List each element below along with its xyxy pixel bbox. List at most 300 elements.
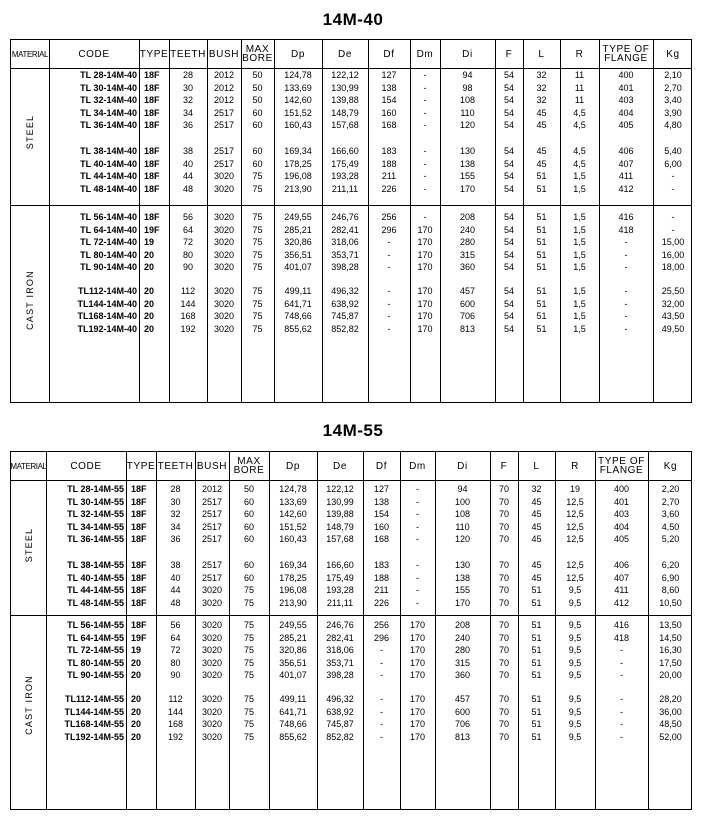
table-cell: 10,50 xyxy=(659,597,682,608)
table-cell: - xyxy=(380,670,383,680)
pulley-table xyxy=(10,39,692,403)
table-cell: 51 xyxy=(531,632,542,643)
table-cell: 404 xyxy=(618,107,634,118)
product-code: TL 48-14M-40 xyxy=(80,183,137,194)
product-code: TL192-14M-40 xyxy=(77,323,137,334)
table-cell: 151,52 xyxy=(279,521,307,532)
table-cell: - xyxy=(671,183,675,194)
table-cell: 11 xyxy=(574,82,585,93)
table-cell: 496,32 xyxy=(326,694,354,704)
table-cell: 457 xyxy=(459,286,476,296)
table-cell: 36,00 xyxy=(659,706,682,717)
table-cell: 9,5 xyxy=(568,694,582,704)
table-cell: 170 xyxy=(409,706,426,717)
table-cell: 315 xyxy=(459,249,476,260)
table-cell: 3020 xyxy=(201,731,223,742)
table-cell: 4,80 xyxy=(664,120,682,130)
table-cell: 12,5 xyxy=(566,560,584,570)
table-cell: 20 xyxy=(131,694,142,704)
table-cell: 127 xyxy=(381,70,397,80)
table-cell: 52,00 xyxy=(659,731,682,742)
table-cell: 70 xyxy=(498,645,509,655)
table-cell: 320,86 xyxy=(284,237,312,247)
table-cell: 249,55 xyxy=(284,212,312,222)
table-cell: 2012 xyxy=(201,484,223,494)
table-cell: 45 xyxy=(531,521,542,532)
table-cell: - xyxy=(620,706,623,717)
table-cell: - xyxy=(624,298,628,309)
table-cell: 20 xyxy=(144,249,155,260)
table-cell: - xyxy=(380,657,383,668)
table-cell: 54 xyxy=(503,158,514,169)
table-cell: 45 xyxy=(531,572,542,583)
table-cell: 54 xyxy=(503,212,514,222)
table-cell: 75 xyxy=(252,286,263,296)
table-cell: - xyxy=(620,657,623,668)
table-cell: 401,07 xyxy=(284,262,312,272)
table-cell: 2517 xyxy=(201,534,223,544)
table-cell: 192 xyxy=(167,731,184,742)
table-cell: 5,40 xyxy=(664,146,682,156)
table-cell: - xyxy=(423,107,427,118)
table-cell: 3020 xyxy=(201,719,223,729)
product-code: TL 36-14M-55 xyxy=(67,534,124,544)
table-cell: 60 xyxy=(243,572,254,583)
table-cell: 196,08 xyxy=(279,585,307,595)
table-cell: 282,41 xyxy=(331,224,359,235)
table-cell: 9,5 xyxy=(568,645,582,655)
table-cell: 2517 xyxy=(213,146,235,156)
table-cell: 353,71 xyxy=(326,657,354,668)
table-cell: 130,99 xyxy=(326,496,354,507)
table-cell: 168 xyxy=(381,120,397,130)
table-cell: 70 xyxy=(498,521,509,532)
table-cell: 130,99 xyxy=(331,82,359,93)
table-cell: 280 xyxy=(454,645,471,655)
material-divider xyxy=(11,615,691,616)
table-cell: 60 xyxy=(252,158,263,169)
table-cell: 51 xyxy=(531,706,542,717)
table-cell: - xyxy=(423,120,427,130)
table-cell: 2,70 xyxy=(664,82,682,93)
table-cell: 50 xyxy=(243,484,254,494)
table-cell: 90 xyxy=(182,262,193,272)
table-cell: 138 xyxy=(454,572,471,583)
table-cell: 600 xyxy=(454,706,471,717)
table-cell: 18F xyxy=(144,107,160,118)
table-cell: 94 xyxy=(457,484,468,494)
table-cell: 54 xyxy=(503,262,514,272)
column-header: De xyxy=(338,48,352,60)
table-cell: 170 xyxy=(409,731,426,742)
table-cell: 6,20 xyxy=(661,560,680,570)
table-cell: 60 xyxy=(252,120,263,130)
table-cell: 2517 xyxy=(213,120,235,130)
table-cell: 56 xyxy=(182,212,193,222)
table-cell: 18F xyxy=(131,484,147,494)
table-cell: 75 xyxy=(252,183,263,194)
table-cell: - xyxy=(416,572,419,583)
table-cell: 211,11 xyxy=(326,597,354,608)
table-cell: 70 xyxy=(498,657,509,668)
table-cell: 813 xyxy=(459,323,476,334)
table-cell: - xyxy=(624,237,628,247)
table-cell: 407 xyxy=(618,158,634,169)
table-cell: - xyxy=(624,262,628,272)
table-cell: 127 xyxy=(373,484,390,494)
table-cell: - xyxy=(423,146,427,156)
table-cell: 72 xyxy=(170,645,181,655)
table-cell: 9,5 xyxy=(568,585,582,595)
product-code: TL 36-14M-40 xyxy=(80,120,137,130)
table-cell: 45 xyxy=(536,158,547,169)
table-cell: 16,00 xyxy=(661,249,685,260)
product-code: TL 44-14M-40 xyxy=(80,171,137,181)
table-cell: 60 xyxy=(252,107,263,118)
table-cell: 499,11 xyxy=(279,694,307,704)
table-cell: - xyxy=(416,597,419,608)
product-code: TL 56-14M-55 xyxy=(67,620,124,630)
table-cell: 18F xyxy=(144,95,160,105)
table-cell: 75 xyxy=(243,657,254,668)
table-cell: 2,20 xyxy=(661,484,680,494)
table-cell: 2517 xyxy=(201,509,223,519)
table-cell: 139,88 xyxy=(326,509,354,519)
table-cell: 315 xyxy=(454,657,471,668)
table-cell: - xyxy=(620,731,623,742)
table-cell: 56 xyxy=(170,620,181,630)
table-cell: - xyxy=(380,706,383,717)
table-cell: 748,66 xyxy=(284,311,312,321)
table-cell: 2517 xyxy=(201,521,223,532)
table-cell: 3020 xyxy=(201,657,223,668)
table-cell: 48 xyxy=(182,183,193,194)
table-cell: 43,50 xyxy=(661,311,685,321)
table-cell: 75 xyxy=(243,632,254,643)
material-label: STEEL xyxy=(25,114,35,150)
table-cell: 2012 xyxy=(213,70,235,80)
table-cell: 282,41 xyxy=(326,632,354,643)
table-cell: 17,50 xyxy=(659,657,682,668)
table-cell: 75 xyxy=(252,224,263,235)
table-cell: 169,34 xyxy=(279,560,307,570)
table-cell: 18F xyxy=(144,70,160,80)
column-header: BUSH xyxy=(208,48,240,60)
table-cell: - xyxy=(620,670,623,680)
table-cell: 45 xyxy=(531,560,542,570)
table-cell: 318,06 xyxy=(331,237,359,247)
table-cell: 170 xyxy=(417,262,433,272)
table-cell: 54 xyxy=(503,146,514,156)
table-cell: 18F xyxy=(144,146,160,156)
table-cell: 50 xyxy=(252,70,263,80)
table-cell: 170 xyxy=(409,670,426,680)
table-cell: 155 xyxy=(454,585,471,595)
table-cell: 110 xyxy=(455,521,470,532)
table-cell: 208 xyxy=(459,212,476,222)
table-cell: 2517 xyxy=(201,572,223,583)
table-cell: 3,60 xyxy=(661,509,680,519)
table-cell: 75 xyxy=(252,249,263,260)
table-cell: 54 xyxy=(503,311,514,321)
table-cell: - xyxy=(387,298,391,309)
table-cell: 51 xyxy=(531,657,542,668)
table-cell: 3020 xyxy=(201,694,223,704)
column-header: Df xyxy=(383,48,395,60)
product-code: TL112-14M-40 xyxy=(77,286,137,296)
product-code: TL 72-14M-55 xyxy=(67,645,124,655)
table-cell: 4,5 xyxy=(573,120,586,130)
table-cell: 226 xyxy=(373,597,390,608)
table-cell: 600 xyxy=(459,298,476,309)
table-cell: 1,5 xyxy=(573,262,586,272)
table-cell: 2,70 xyxy=(661,496,680,507)
table-cell: 170 xyxy=(409,694,426,704)
column-divider xyxy=(139,40,140,402)
table-cell: 70 xyxy=(498,620,509,630)
table-cell: 170 xyxy=(417,298,433,309)
table-cell: 40 xyxy=(182,158,193,169)
table-cell: 112 xyxy=(168,694,183,704)
table-cell: 157,68 xyxy=(326,534,354,544)
table-cell: 54 xyxy=(503,298,514,309)
table-cell: 2517 xyxy=(201,560,223,570)
table-cell: 418 xyxy=(618,224,634,235)
table-cell: 75 xyxy=(243,597,254,608)
table-cell: 1,5 xyxy=(573,171,586,181)
product-code: TL 40-14M-55 xyxy=(67,572,124,583)
table-cell: 706 xyxy=(454,719,471,729)
table-cell: 72 xyxy=(182,237,193,247)
table-cell: 296 xyxy=(373,632,390,643)
table-cell: 80 xyxy=(182,249,193,260)
table-cell: 170 xyxy=(409,719,426,729)
table-cell: 48,50 xyxy=(659,719,682,729)
table-cell: 70 xyxy=(498,585,509,595)
column-header: TEETH xyxy=(157,460,194,472)
table-cell: 170 xyxy=(409,645,426,655)
table-cell: 51 xyxy=(531,731,542,742)
table-cell: 412 xyxy=(618,183,634,194)
product-code: TL144-14M-40 xyxy=(77,298,137,309)
table-cell: 3020 xyxy=(213,311,235,321)
table-cell: 70 xyxy=(498,496,509,507)
table-cell: 193,28 xyxy=(331,171,359,181)
table-cell: 12,5 xyxy=(566,509,584,519)
table-cell: 60 xyxy=(243,534,254,544)
table-cell: 45 xyxy=(536,120,547,130)
table-cell: 120 xyxy=(454,534,471,544)
table-cell: 142,60 xyxy=(279,509,307,519)
column-header: F xyxy=(505,48,513,60)
column-header: Di xyxy=(462,48,473,60)
column-header: MATERIAL xyxy=(10,461,47,471)
table-cell: 183 xyxy=(373,560,390,570)
section-title: 14M-40 xyxy=(322,10,384,29)
table-cell: 3020 xyxy=(213,298,235,309)
table-cell: - xyxy=(624,323,628,334)
column-header: Df xyxy=(375,460,388,472)
table-cell: 3,90 xyxy=(664,107,682,118)
table-cell: 170 xyxy=(417,311,433,321)
table-cell: 32 xyxy=(536,82,547,93)
table-cell: 75 xyxy=(252,262,263,272)
table-cell: 1,5 xyxy=(573,224,586,235)
table-cell: 193,28 xyxy=(326,585,354,595)
table-cell: 18F xyxy=(144,120,160,130)
table-cell: 196,08 xyxy=(284,171,312,181)
table-cell: - xyxy=(423,212,427,222)
table-cell: 51 xyxy=(536,212,547,222)
table-cell: 51 xyxy=(531,670,542,680)
table-cell: 32 xyxy=(170,509,181,519)
table-cell: - xyxy=(620,645,623,655)
table-cell: 70 xyxy=(498,572,509,583)
table-cell: 20 xyxy=(131,719,142,729)
table-cell: 1,5 xyxy=(573,183,586,194)
table-cell: 160 xyxy=(381,107,397,118)
table-cell: 3020 xyxy=(201,620,223,630)
table-cell: 356,51 xyxy=(279,657,307,668)
table-cell: 19F xyxy=(131,632,147,643)
table-cell: 211,11 xyxy=(331,183,359,194)
table-cell: 18F xyxy=(131,572,147,583)
table-cell: 148,79 xyxy=(326,521,354,532)
table-cell: 15,00 xyxy=(661,237,685,247)
table-cell: 70 xyxy=(498,509,509,519)
table-cell: 178,25 xyxy=(279,572,307,583)
table-cell: 18F xyxy=(131,560,147,570)
table-cell: 40 xyxy=(170,572,181,583)
table-cell: 138 xyxy=(381,82,397,93)
table-cell: 44 xyxy=(182,171,193,181)
table-cell: 211 xyxy=(374,585,389,595)
table-cell: 360 xyxy=(459,262,476,272)
table-cell: 28,20 xyxy=(659,694,682,704)
table-cell: 398,28 xyxy=(326,670,354,680)
table-cell: 130 xyxy=(459,146,476,156)
table-cell: 20 xyxy=(131,731,142,742)
table-cell: 9,5 xyxy=(568,670,582,680)
table-cell: 1,5 xyxy=(573,323,586,334)
table-cell: 3020 xyxy=(201,706,223,717)
table-cell: 175,49 xyxy=(326,572,354,583)
table-cell: 9,5 xyxy=(568,597,582,608)
product-code: TL144-14M-55 xyxy=(64,706,124,717)
table-cell: 18F xyxy=(144,171,160,181)
table-cell: 398,28 xyxy=(331,262,359,272)
table-cell: 18F xyxy=(131,534,147,544)
table-cell: 20 xyxy=(144,286,155,296)
table-cell: 51 xyxy=(536,224,547,235)
table-cell: 75 xyxy=(252,298,263,309)
table-cell: 75 xyxy=(252,323,263,334)
table-cell: 122,12 xyxy=(326,484,354,494)
product-code: TL 80-14M-55 xyxy=(67,657,124,668)
table-cell: 404 xyxy=(613,521,630,532)
table-cell: 318,06 xyxy=(326,645,354,655)
table-cell: 70 xyxy=(498,694,509,704)
table-cell: 32,00 xyxy=(661,298,685,309)
table-cell: 638,92 xyxy=(326,706,354,717)
table-cell: 34 xyxy=(170,521,181,532)
table-cell: 170 xyxy=(454,597,471,608)
product-code: TL 34-14M-55 xyxy=(67,521,124,532)
table-cell: - xyxy=(416,496,419,507)
table-cell: 170 xyxy=(417,323,433,334)
table-cell: 170 xyxy=(417,286,433,296)
table-cell: 3020 xyxy=(213,212,235,222)
table-cell: 28 xyxy=(170,484,181,494)
column-header: CODE xyxy=(70,460,102,472)
table-cell: 3020 xyxy=(213,183,235,194)
table-cell: 400 xyxy=(618,70,634,80)
table-cell: 133,69 xyxy=(279,496,307,507)
table-cell: 18F xyxy=(131,496,147,507)
table-cell: 19 xyxy=(144,237,155,247)
table-cell: 168 xyxy=(180,311,196,321)
table-cell: 4,5 xyxy=(573,146,586,156)
table-cell: - xyxy=(423,82,427,93)
table-cell: 411 xyxy=(614,585,629,595)
table-cell: 13,50 xyxy=(659,620,682,630)
table-cell: 54 xyxy=(503,107,514,118)
table-cell: 2012 xyxy=(213,95,235,105)
table-cell: 416 xyxy=(618,212,634,222)
table-cell: 160,43 xyxy=(284,120,312,130)
table-cell: 170 xyxy=(417,249,433,260)
table-cell: 183 xyxy=(381,146,397,156)
table-cell: - xyxy=(416,560,419,570)
column-header: TYPE OF FLANGE xyxy=(602,44,650,64)
table-cell: 45 xyxy=(536,146,547,156)
table-cell: 403 xyxy=(613,509,630,519)
product-code: TL 90-14M-40 xyxy=(80,262,137,272)
table-cell: 160 xyxy=(373,521,390,532)
table-cell: 353,71 xyxy=(331,249,359,260)
table-cell: 18F xyxy=(144,82,160,93)
column-header: Dm xyxy=(409,460,426,472)
table-cell: 3020 xyxy=(213,171,235,181)
table-cell: 51 xyxy=(531,694,542,704)
table-cell: 70 xyxy=(498,632,509,643)
table-cell: 51 xyxy=(536,262,547,272)
table-cell: 18F xyxy=(131,585,147,595)
table-cell: 133,69 xyxy=(284,82,312,93)
product-code: TL168-14M-40 xyxy=(77,311,137,321)
column-header: TYPE xyxy=(126,460,156,472)
column-header: Dm xyxy=(416,48,434,60)
column-header: De xyxy=(333,460,347,472)
table-cell: 18F xyxy=(131,509,147,519)
table-cell: 45 xyxy=(531,496,542,507)
table-cell: 4,5 xyxy=(573,107,586,118)
table-cell: 12,5 xyxy=(566,521,584,532)
column-header: TYPE xyxy=(139,48,169,60)
table-cell: 401,07 xyxy=(279,670,307,680)
product-code: TL 34-14M-40 xyxy=(80,107,137,118)
table-cell: 405 xyxy=(618,120,634,130)
product-code: TL 28-14M-55 xyxy=(67,484,124,494)
table-cell: 60 xyxy=(243,521,254,532)
table-cell: 166,60 xyxy=(326,560,354,570)
table-cell: 112 xyxy=(180,286,196,296)
table-cell: 75 xyxy=(243,731,254,742)
table-cell: 3020 xyxy=(213,286,235,296)
table-cell: 32 xyxy=(536,70,547,80)
table-cell: 1,5 xyxy=(573,298,586,309)
table-cell: 211 xyxy=(381,171,397,181)
